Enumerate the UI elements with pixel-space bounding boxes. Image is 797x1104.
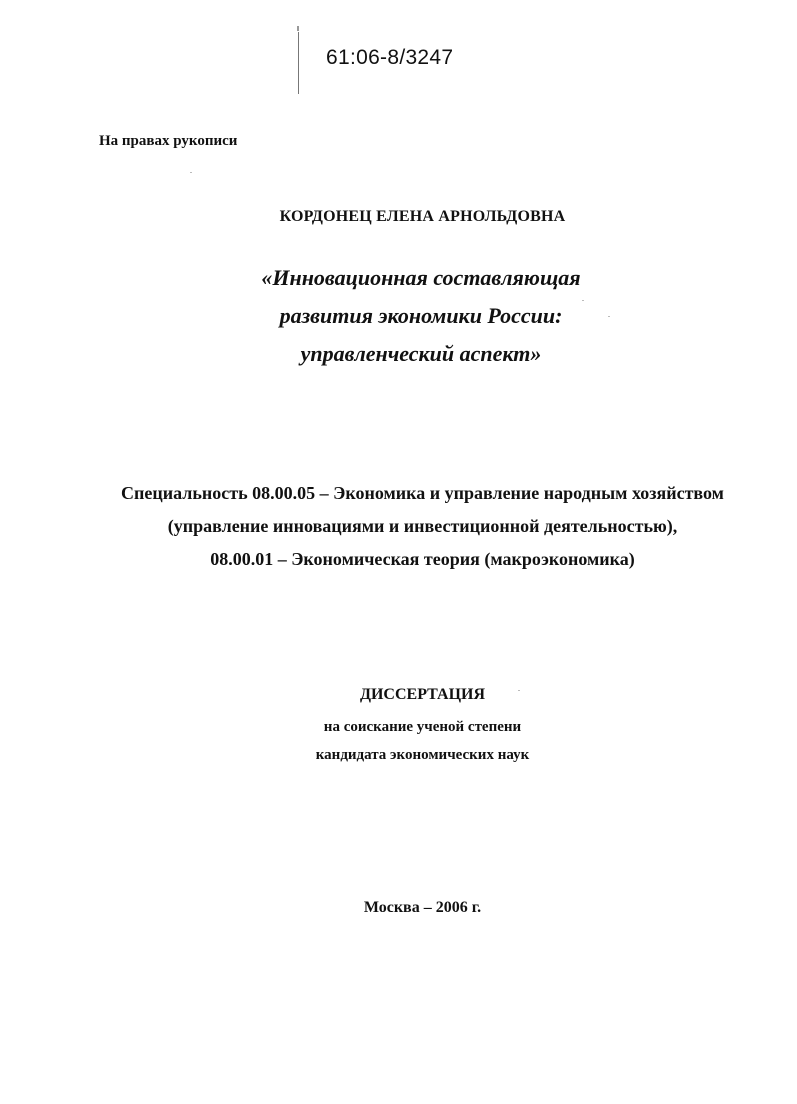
place-and-year: Москва – 2006 г. — [363, 899, 482, 916]
title-line: управленческий аспект» — [300, 341, 542, 366]
specialty-line: Специальность 08.00.05 – Экономика и управление народным хозяйством — [121, 483, 724, 503]
degree-block — [0, 713, 797, 769]
dissertation-heading: ДИССЕРТАЦИЯ — [359, 686, 486, 703]
stamp-mark — [297, 26, 299, 31]
manuscript-rights-label: На правах рукописи — [99, 133, 238, 149]
archive-stamp-number: 61:06-8/3247 — [326, 46, 454, 69]
scan-speck — [518, 690, 520, 691]
title-line: развития экономики России: — [279, 303, 563, 328]
specialty-line: (управление инновациями и инвестиционной деятельностью), — [167, 516, 678, 536]
dissertation-title — [0, 259, 797, 373]
specialty-line: 08.00.01 – Экономическая теория (макроэкономика) — [210, 549, 635, 569]
specialty-block — [0, 477, 797, 576]
scan-speck — [608, 316, 610, 317]
scan-speck — [190, 172, 192, 173]
degree-line: кандидата экономических наук — [315, 747, 530, 763]
degree-line: на соискание ученой степени — [323, 719, 522, 735]
title-line: «Инновационная составляющая — [261, 265, 581, 290]
scan-speck — [582, 300, 584, 301]
author-name: КОРДОНЕЦ ЕЛЕНА АРНОЛЬДОВНА — [279, 208, 566, 225]
stamp-divider — [298, 32, 299, 94]
